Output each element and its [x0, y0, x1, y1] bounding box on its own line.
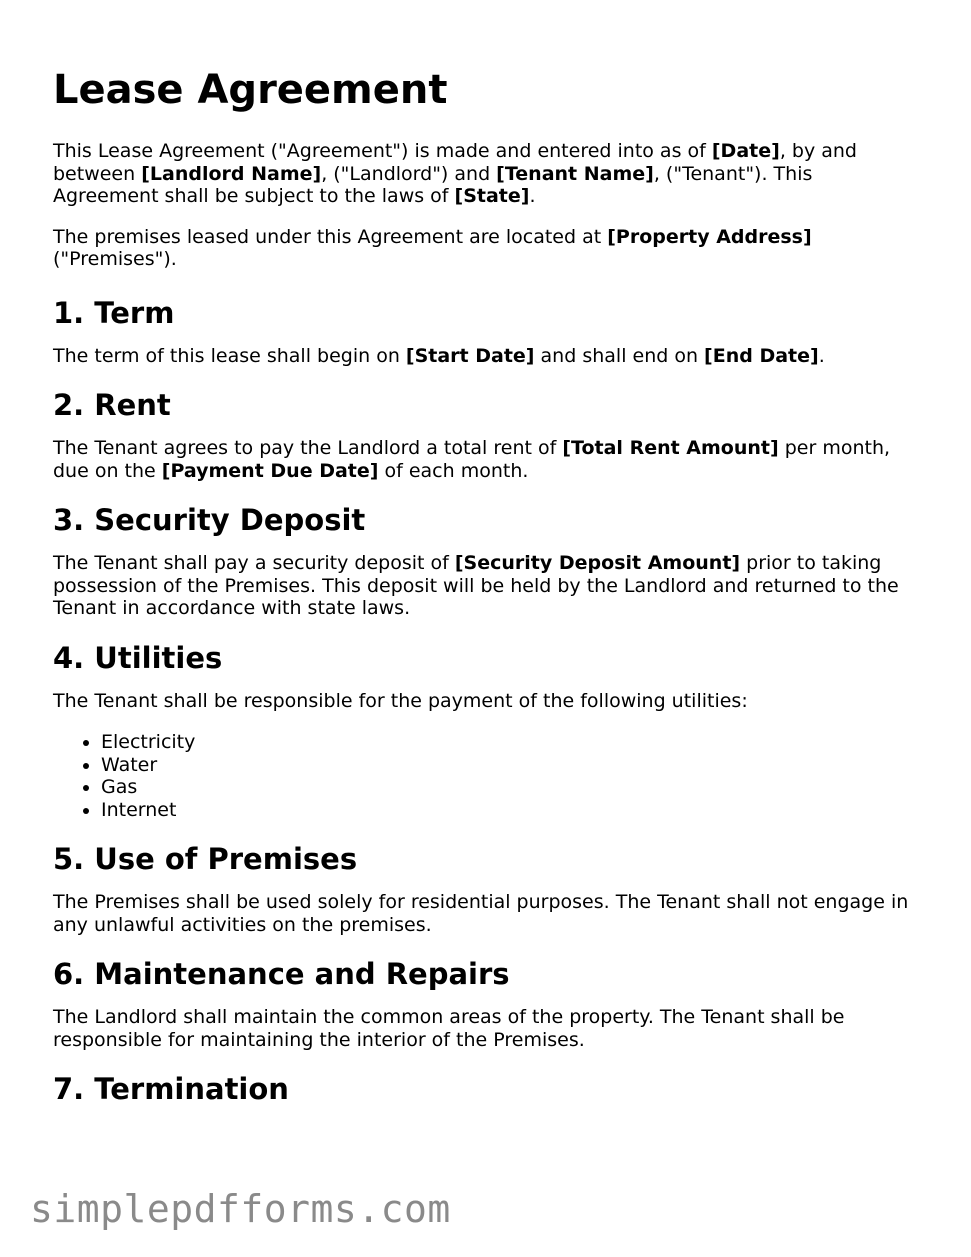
document-title: Lease Agreement — [53, 67, 448, 113]
section-heading-term: 1. Term — [53, 295, 175, 330]
term-text: The term of this lease shall begin on — [53, 344, 406, 367]
rent-paragraph — [53, 437, 913, 482]
landlord-name-placeholder: [Landlord Name] — [141, 162, 322, 185]
document-page — [53, 62, 913, 1121]
term-paragraph — [53, 345, 913, 368]
deposit-text: The Tenant shall pay a security deposit of — [53, 552, 455, 574]
section-heading-utilities: 4. Utilities — [53, 640, 223, 675]
use-paragraph: The Premises shall be used solely for residential purposes. The Tenant shall not engage in any unlawful activities on the premises. — [53, 891, 909, 936]
start-date-placeholder: [Start Date] — [405, 344, 535, 367]
maintenance-paragraph: The Landlord shall maintain the common areas of the property. The Tenant shall be responsible for maintaining the interior of the Premises. — [53, 1006, 845, 1051]
state-placeholder: [State] — [454, 185, 530, 207]
watermark: simplepdfforms.com — [30, 1187, 451, 1231]
premises-paragraph — [53, 226, 913, 271]
property-address-placeholder: [Property Address] — [607, 225, 812, 248]
section-heading-use-of-premises: 5. Use of Premises — [53, 842, 358, 876]
total-rent-placeholder: [Total Rent Amount] — [562, 437, 779, 459]
term-text: . — [818, 344, 825, 367]
premises-text: The premises leased under this Agreement are located at — [53, 225, 608, 248]
premises-text: ("Premises"). — [53, 248, 177, 270]
term-text: and shall end on — [534, 344, 705, 367]
end-date-placeholder: [End Date] — [704, 344, 819, 367]
list-item: • Electricity — [101, 731, 913, 754]
section-heading-rent: 2. Rent — [53, 388, 171, 422]
list-item: • Water — [101, 754, 913, 777]
rent-text: of each month. — [378, 459, 529, 482]
security-deposit-placeholder: [Security Deposit Amount] — [454, 552, 741, 574]
intro-text: , ("Landlord") and — [321, 162, 497, 185]
intro-text: , ("Tenant"). This Agreement shall be subject to the laws of — [53, 162, 813, 207]
intro-paragraph — [53, 140, 913, 208]
intro-text: , by and between — [53, 140, 857, 185]
payment-due-date-placeholder: [Payment Due Date] — [161, 459, 379, 482]
list-item: • Internet — [101, 799, 913, 822]
date-placeholder: [Date] — [711, 140, 780, 162]
rent-text: The Tenant agrees to pay the Landlord a total rent of — [53, 437, 563, 459]
section-heading-security-deposit: 3. Security Deposit — [53, 503, 366, 537]
section-heading-termination: 7. Termination — [53, 1072, 289, 1106]
utilities-paragraph: The Tenant shall be responsible for the payment of the following utilities: — [53, 689, 748, 712]
list-item: • Gas — [101, 776, 913, 799]
deposit-paragraph — [53, 552, 913, 620]
intro-text: . — [529, 185, 536, 207]
section-heading-maintenance: 6. Maintenance and Repairs — [53, 957, 510, 991]
deposit-text: prior to taking possession of the Premises. This deposit will be held by the Landlord and returned to the Tenant in accordance with state laws. — [53, 552, 899, 619]
intro-text: This Lease Agreement ("Agreement") is made and entered into as of — [53, 140, 712, 162]
tenant-name-placeholder: [Tenant Name] — [496, 162, 654, 185]
utilities-list — [53, 731, 913, 821]
rent-text: per month, due on the — [53, 437, 891, 482]
